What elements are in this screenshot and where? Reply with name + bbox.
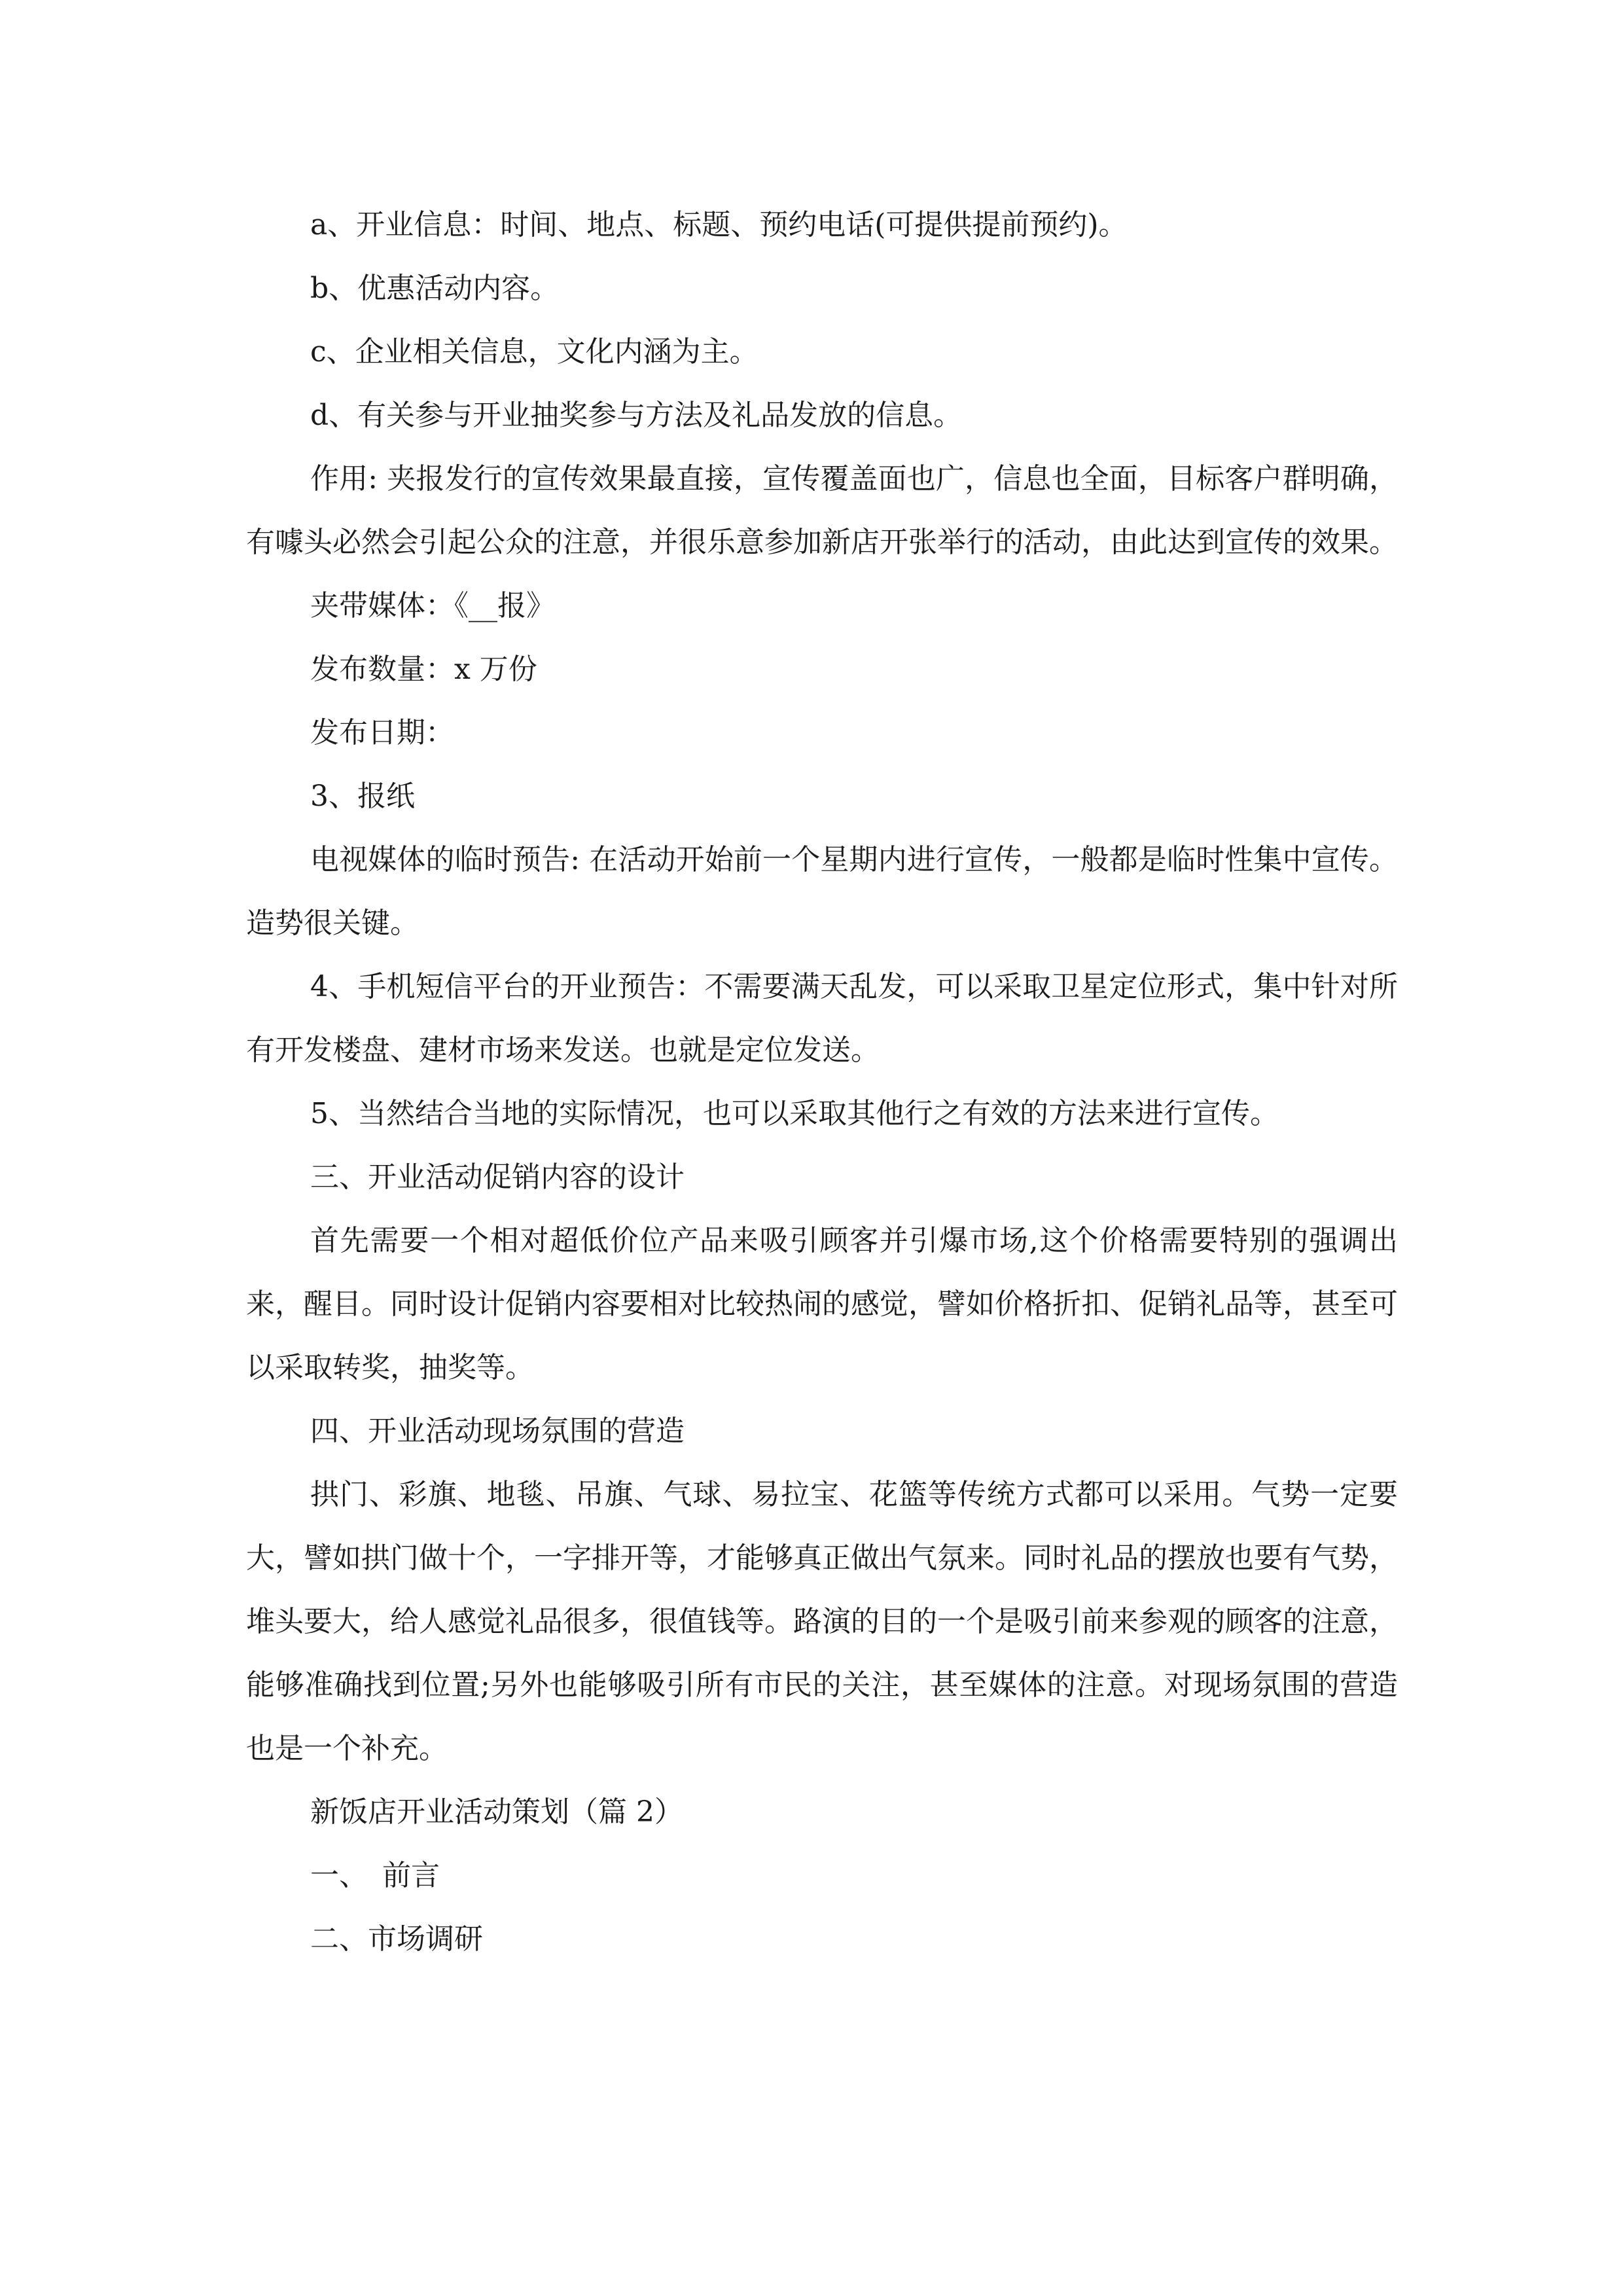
paragraph-item-a: a、开业信息：时间、地点、标题、预约电话(可提供提前预约)。 — [310, 208, 1128, 242]
paragraph-atmosphere: 拱门、彩旗、地毯、吊旗、气球、易拉宝、花篮等传统方式都可以采用。气势一定要大，譬如拱门做十个，一字排开等，才能够真正做出气氛来。同时礼品的摆放也要有气势，堆头要大，给人感觉礼品很多，很值钱等。路演的目的一个是吸引前来参观的顾客的注意，能够准确找到位置;另外也能够吸引所有市民的关注，甚至媒体的注意。对现场氛围的营造也是一个补充。 — [246, 1478, 1398, 1765]
paragraph-promotion-design: 首先需要一个相对超低价位产品来吸引顾客并引爆市场,这个价格需要特别的强调出来，醒目。同时设计促销内容要相对比较热闹的感觉，譬如价格折扣、促销礼品等，甚至可以采取转奖，抽奖等。 — [246, 1224, 1398, 1384]
heading-preface: 一、 前言 — [310, 1859, 440, 1892]
heading-atmosphere: 四、开业活动现场氛围的营造 — [310, 1414, 685, 1448]
heading-promotion-design: 三、开业活动促销内容的设计 — [310, 1160, 685, 1194]
paragraph-date: 发布日期： — [310, 716, 454, 749]
document-body — [246, 193, 1398, 1971]
paragraph-item-d: d、有关参与开业抽奖参与方法及礼品发放的信息。 — [310, 399, 963, 432]
paragraph-tv-preview: 电视媒体的临时预告: 在活动开始前一个星期内进行宣传，一般都是临时性集中宣传。造势很关键。 — [246, 843, 1398, 940]
section-newspaper: 3、报纸 — [310, 780, 415, 813]
paragraph-quantity: 发布数量：x 万份 — [310, 653, 537, 686]
paragraph-effect: 作用: 夹报发行的宣传效果最直接，宣传覆盖面也广，信息也全面，目标客户群明确，有噱头必然会引起公众的注意，并很乐意参加新店开张举行的活动，由此达到宣传的效果。 — [246, 462, 1398, 559]
paragraph-sms-preview: 4、手机短信平台的开业预告：不需要满天乱发，可以采取卫星定位形式，集中针对所有开发楼盘、建材市场来发送。也就是定位发送。 — [246, 970, 1398, 1067]
paragraph-media: 夹带媒体：《__报》 — [310, 589, 555, 622]
paragraph-item-c: c、企业相关信息，文化内涵为主。 — [310, 335, 758, 368]
heading-market-research: 二、市场调研 — [310, 1922, 483, 1956]
paragraph-item-b: b、优惠活动内容。 — [310, 272, 560, 305]
heading-part-2: 新饭店开业活动策划（篇 2） — [310, 1795, 683, 1829]
paragraph-other-methods: 5、当然结合当地的实际情况，也可以采取其他行之有效的方法来进行宣传。 — [310, 1097, 1279, 1130]
